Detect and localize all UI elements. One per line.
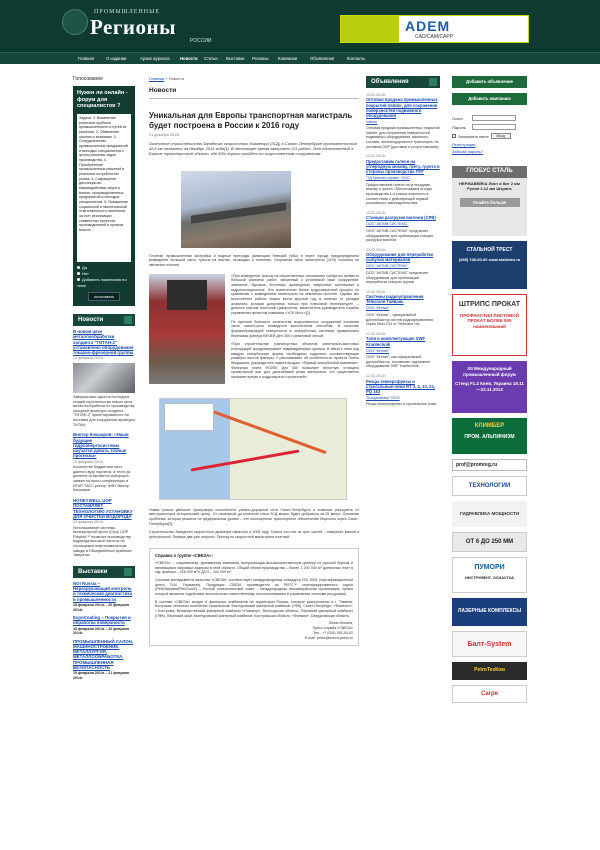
article-paragraph: «При строительстве транспортных объектов капитально-мостовых конструкций предусматривает индивидуальные кусочки. В связи с этим под каждую опалубочную форму необходимо подгонять соответствующие размеры листов фанеры, » рассказывает об особенностях проекта Олесь Кикушкина, руководитель отдела продаж. «Первой опалубочной компании». Фанерная плита ФОЛКЕ Дек 350 позволяет вплотную отчищать прозвольный шаг для дальнейшей резки материала, что существенно экономит время и трудозатраты строителей». [231, 342, 359, 380]
announcement-text: Резцы зенкерофрезы и строгальные ножи. [366, 402, 438, 407]
announcement-title[interactable]: Оборудование для переработки сыпучих материалов [366, 252, 434, 263]
news-item [73, 498, 135, 558]
ad-carpe[interactable]: Carpe [452, 685, 527, 703]
vote-button[interactable]: голосовать [88, 292, 120, 301]
radio-icon [77, 272, 80, 275]
ad-title: ПУМОРИ [474, 564, 505, 571]
ad-title: ШТРИПС ПРОКАТ [458, 301, 521, 308]
signature-phone: Тел.: +7 (926) 493-00-02 [313, 631, 353, 636]
ad-stalnoy-trest[interactable] [452, 241, 527, 289]
nav-item-regions[interactable]: Регионы [252, 56, 269, 61]
ad-text: ПРОФНАСТИЛ ЛИСТОВОЙ ПРОКАТ БОЛЕЕ 500 наименований [460, 312, 519, 329]
breadcrumb [149, 76, 359, 81]
poll-option-other-label: Добавить пожелания по теме [77, 277, 127, 289]
article-paragraph: Строительство Западного скоростного диаметра началось в 2005 году. Трасса состоит из трех частей – северной, южной и центральной. Первые две уже открыты. Проезд по скоростной магистрали платный. [149, 530, 359, 539]
announcement-date: 12.02.2014г. [366, 331, 386, 336]
article-side-text [231, 274, 359, 384]
announcement-company[interactable]: ООО "Кенган" [366, 306, 390, 311]
ad-prokat[interactable] [452, 294, 527, 356]
announcement-company[interactable]: ООО "АКТИВ СИСТЕМС" [366, 222, 409, 227]
site-logo[interactable]: Регионы [90, 15, 177, 39]
article-content [149, 76, 359, 646]
announcement-item [366, 248, 440, 285]
announcement-text: Предоставляем галеон на углеродную мохову и грунта. Обеспечиваем отходы производства 1-4 класса опасности в соответствии с действующей нормой российского законодательства. [366, 182, 433, 206]
nav-item-contacts[interactable]: Контакты [347, 56, 366, 61]
announcements-column [366, 76, 440, 407]
announcement-company[interactable]: "ТД Кристал-сервис" ООО [366, 176, 410, 181]
breadcrumb-home[interactable]: Главная [149, 76, 165, 81]
poll-option-other[interactable] [77, 277, 131, 289]
header-banner-ad[interactable] [340, 15, 529, 43]
announcement-item [366, 374, 440, 407]
poll-description: Задачи: 1. Выявление реальных проблем промышленности и путей их решения. 2. Обменение опытом и знаниями. 3. Сотрудничество промышленных предприятий и молодых специалистов с целью решения задач производства. 4. Приобретение промышленных решений в реальных потребностях рынка. 4. Сокращение дистанции во взаимодействии науки и власти, производственных предприятий и молодых специалистов. 5. Повышение социальной и экологической ответственности населения за счет реализации совместных проектов производителей и органов власти. [77, 114, 131, 262]
announcement-title[interactable]: Системы радиоуправления Telecrane Тайвань [366, 294, 424, 305]
announcement-date: 12.02.2014г. [366, 374, 386, 379]
password-row [452, 124, 527, 130]
announcement-text: ООО "АКТИВ СИСТЕМС" предлагает оборудование для организации переработки сыпучих грузов. [366, 270, 429, 285]
banner-subtitle: CAD/CAM/CAPP [415, 34, 454, 40]
info-paragraph: В составе «СВЕЗА» входят 6 фанерных комбинатов на территории России, которые расположены в г. Тюмени, Кострома; сельском поселении Уршельском: Мантуровский фанерный комбинат (УФК), Санкт-Петербург; «Фанплит», г. Кострома; Великоустюгский фанерный комбинат «Новатор», Вологодская область; Пермский фанерный комбинат (ПФК), Пермский край; Мантуровский фанерный комбинат, Костромская область; «Фанком», Свердловская область. [155, 599, 353, 618]
banner-brand: ADEM [405, 18, 451, 34]
article-date: 21 декабря 2013г. [149, 133, 181, 138]
info-paragraph: Система менеджмента качества «СВЕЗА» соответствует международному стандарту ISO 9001 (сертификационный центр TUV, Германия). Продукция СВЕЗА производится из PEFC™ сертифицированного сырья (PefcStandard/PefcGuid2) – Лесной попечительский совет – международная некоммерческая организация, целью которой является содействие экологически ответственному лесопользованию и управлению лесными ресурсами). [155, 577, 353, 596]
breadcrumb-current: Новости [168, 76, 185, 81]
news-item-date: 14 февраля 2014г. [73, 520, 104, 525]
map-legend [164, 403, 214, 431]
announcement-item [366, 93, 440, 149]
site-header [0, 0, 600, 52]
page-title: Новости [149, 87, 359, 99]
announcement-title[interactable]: Резцы зенкерофрезы и строгальные ножи RT 3, 2, 10, 22, PQ 163 [366, 378, 436, 394]
news-item-text: Завершилась одна из последних стадий строительства нового цеха металлообработки по производству запорной арматуры холдинга "ТИТАН-2" ориентированного на поставки для сооружения арматуры ТИТАН. [73, 394, 135, 427]
announcement-date: 14.02.2014г. [366, 154, 386, 159]
news-item-date: 14 февраля 2014г. [73, 356, 104, 361]
poll-heading: Голосование [73, 76, 103, 82]
ad-globus-stal[interactable] [452, 166, 527, 236]
exhibition-title[interactable]: ПРОМЫШЛЕННЫЙ САЛОН. МАШИНОСТРОЕНИЕ. МЕТАЛЛУРГИЯ. МЕТАЛЛООБРАБОТКА. ПРОМЫШЛЕННАЯ БЕЗОПАСНОСТЬ [73, 638, 134, 670]
article-paragraph: Плотная промышленная застройка и водные преграды (акватория Невской губы) в черте города предопределили возведение большей части трассы на мостах, эстакадах и тоннелях. Островная часть магистрали (41%) строится на эвенении полотне. [149, 253, 359, 267]
nav-item-about[interactable]: О издании [106, 56, 127, 61]
signature-org: Пресс-служба «СВЕЗА» [312, 626, 353, 631]
ad-climber[interactable] [452, 418, 527, 454]
ad-text: (495) 745-00-00 www.stalintex.ru [458, 257, 521, 263]
info-heading: Справка о группе «СВЕЗА»: [155, 552, 213, 558]
logo-top-text: ПРОМЫШЛЕННЫЕ [94, 9, 160, 15]
ad-text: ПРОМ. АЛЬПИНИЗМ [464, 433, 515, 440]
announcement-company[interactable]: ООО "АКТИВ СИСТЕМС" [366, 264, 409, 269]
login-form [452, 115, 527, 154]
news-item-date: 14 февраля 2014г. [73, 459, 104, 464]
remember-checkbox[interactable] [452, 134, 456, 138]
poll-options [77, 265, 131, 289]
company-info-box [149, 548, 359, 647]
rss-icon[interactable] [124, 316, 132, 324]
login-label: Логин [452, 115, 463, 121]
exhibition-dates: 18 февраля 2014г. - 20 февраля 2014г. [73, 603, 130, 612]
password-input[interactable] [472, 124, 516, 130]
remember-row [452, 133, 527, 139]
article-paragraph: Новая трасса увеличит пропускную способность улично-дорожной сети Санкт-Петербурга и позволит разгрузить от автотранспорта исторический центр. От начальной до конечной точки ЗСД можно будет добраться за 25 минут. Основная проблема, которая решится на федеральном уровне – это полноценное транспортное обеспечение Морского порта Санкт-Петербурга[3]. [149, 507, 359, 526]
announcement-item [366, 211, 440, 243]
radio-icon [77, 278, 80, 281]
announcement-text: ООО "Кенган", как официальный дистрибьютор, поставляет подъемное оборудование SWF Krantechnik. [366, 355, 431, 369]
announcement-date: 19.02.2014г. [366, 93, 386, 97]
news-item [73, 432, 135, 493]
add-ad-button[interactable]: Добавить объявление [452, 76, 527, 88]
ad-balt-system[interactable]: Балт-System [452, 631, 527, 657]
article-paragraph: По причине большого количества искусственных сооружений основная часть магистрали возводится монолитным способом. В качестве формообразующей поверхности в опалубочных системах применялась березовая фанера ВЕЧЕЙ Ден 350 с резиновой сеткой. [231, 319, 359, 338]
poll-question: Нужен ли онлайн - форум для специалистов ? [77, 90, 128, 110]
exhibition-item [73, 639, 135, 681]
logo-emblem-icon [62, 9, 88, 35]
exhibition-title[interactable]: NOI Russia – Неразрушающий контроль и техническая диагностика в промышленности [73, 580, 133, 602]
password-label: Пароль [452, 124, 466, 130]
ad-title: XII Международный промышленный форум [463, 366, 516, 377]
news-section-title: Новости [78, 317, 104, 324]
announcement-date: 13.02.2014г. [366, 247, 386, 252]
news-item [73, 329, 135, 427]
ad-laser[interactable]: ЛАЗЕРНЫЕ КОМПЛЕКСЫ [452, 598, 527, 626]
logo-sub-text: РОССИИ [190, 38, 212, 44]
ad-size-range[interactable]: ОТ 6 ДО 250 ММ [452, 532, 527, 552]
article-photo-row [149, 274, 359, 384]
signature-name: Юлия Ильина, [328, 621, 353, 626]
breadcrumb-separator: » [164, 76, 169, 81]
exhibition-title[interactable]: ExpoCoating – Покрытия и обработка поверхности [73, 615, 131, 626]
banner-graphic-icon [341, 16, 399, 42]
nav-item-exhibitions[interactable]: Выставки [226, 56, 245, 61]
signature [155, 621, 353, 641]
announcement-company[interactable]: "Колдэнайзер" ООО [366, 395, 400, 400]
news-item-title[interactable]: Виктор Кокшаров: «Наши будущие гидроэнергосистемы научатся давать точные прогнозы» [73, 432, 129, 459]
ad-button[interactable]: Узнайте больше [460, 198, 520, 207]
ad-title: КЛИМБЕР [474, 423, 505, 429]
exhibitions-section-title: Выставки [78, 568, 108, 575]
ad-email[interactable]: prof@promreg.ru [452, 459, 527, 471]
announcement-text: Оптовая продажа промышленных покрытий Vabdor, для сохранения поверхностей подвижного оборудования, вагонного состава, железнодорожного транспорта, на условиях DDP (доставка и услуги таможни). [366, 126, 440, 149]
login-input[interactable] [472, 115, 516, 121]
article-title: Уникальная для Европы транспортная магистраль будет построена в России к 2016 году [149, 111, 353, 130]
ad-text: НЕРЖАВЕЙКА Лист и бит 2 мм Рулон 2,12 мм Штрипс [459, 180, 520, 192]
news-item-title[interactable]: HONEYWELL UOP ПОСТАВЛЯЕТ ТЕХНОЛОГИЮ УСТАНОВКУ ДЛЯ ОЧИСТКИ ВОДОРОДА [73, 497, 133, 519]
article-photo-formwork[interactable] [149, 274, 225, 384]
nav-item-news[interactable]: Новости [180, 56, 198, 61]
news-item-text: Использование системы молекулярной аргон (Cryo) UOP Polybed™ позволит производству водорода высокой чистоты на строящемся нефтехимическом заводе в Объединенных Арабских Эмиратах [73, 525, 132, 558]
ad-pumori[interactable] [452, 557, 527, 593]
nav-item-articles[interactable]: Статьи [204, 56, 218, 61]
news-item-image[interactable] [73, 363, 135, 393]
announcement-date: 12.02.2014г. [366, 289, 386, 294]
ad-technologies[interactable]: ТЕХНОЛОГИИ [452, 476, 527, 496]
announcement-item [366, 332, 440, 369]
forgot-password-link[interactable]: Забыли пароль? [452, 149, 483, 154]
radio-icon [77, 266, 80, 269]
rss-icon[interactable] [124, 568, 132, 576]
announcements-title: Объявления [371, 79, 409, 85]
announcement-title[interactable]: Тали и комплектующие SWF Krantechnik [366, 336, 426, 347]
add-company-button[interactable]: Добавить компанию [452, 93, 527, 105]
nav-item-archive[interactable]: Архив журнала [140, 56, 170, 61]
announcement-company[interactable]: ООО "Кенган" [366, 348, 390, 353]
article-paragraph: «При возведении трассы на искусственных основаниях требуется провести большой комплекс работ, связанный с установкой сваи сооружений: земляные, буровые, бетонные, арматурные, сварочные, монтажные и гидроизоляционные. Это значительно более трудозатратный процесс по сравнению с возведением магистрали на земляном полотне. Однако мы многолетние работы можно вести круглый год, в отличие от укладки асфальта, которая допустима только при плюсовой температуре», – делится опытом Анатолий Цикороонов, заместитель руководителя службы управления проектом компании «УСК Мост»[2]. [231, 273, 359, 315]
news-section-header [73, 314, 135, 326]
main-nav [0, 52, 600, 64]
remember-label: Запомнить меня [458, 133, 489, 139]
announcement-item [366, 154, 440, 205]
rss-icon[interactable] [429, 78, 437, 86]
info-paragraph: «СВЕЗА» – современная, динамичная компания, выпускающая высококачественную фанеру из русской березы и являющаяся мировым лидером в этой области. Общий объем производства – более 1 200 000 м³ древесных плит в год: фанеры – 928 000 м³ и ДСП – 100 000 м³. [155, 560, 353, 575]
poll-widget [73, 86, 135, 306]
exhibition-item [73, 581, 135, 612]
article-photo-overpass[interactable] [181, 171, 291, 248]
ad-text: ИНСТРУМЕНТ, ОСНАСТКА [465, 575, 514, 580]
login-row [452, 115, 527, 121]
left-sidebar [73, 76, 135, 681]
article-lead: Окончание строительства Западного скоростного диаметра (ЗСД) в Санкт-Петербурге протяженностью 46,6 км назначено на декабрь 2016 года[1]. В настоящее время завершено 2/3 работ. Это единственный в Европе транспортный объект, где 50% дороги пройдет по искусственным сооружениям. [149, 141, 358, 157]
nav-item-ads[interactable]: Объявления [310, 56, 335, 61]
ad-text: Стенд F1.2 Киев, Украина 19.11—22.11.2013 [455, 381, 524, 392]
announcement-date: 13.02.2014г. [366, 210, 386, 215]
ad-title: СТАЛЬНОЙ ТРЕСТ [466, 247, 513, 253]
poll-option-no-label: Нет [82, 271, 89, 277]
announcement-item [366, 290, 440, 327]
exhibition-dates: 18 февраля 2014г. - 20 февраля 2014г. [73, 626, 130, 636]
ad-title: ГЛОБУС СТАЛЬ [452, 166, 527, 178]
nav-item-companies[interactable]: Компании [278, 56, 298, 61]
ad-hydraulics[interactable]: ГИДРАВЛИКА МОЩНОСТИ [452, 501, 527, 527]
ad-petrotehkom[interactable]: PetroТехКом [452, 662, 527, 680]
poll-option-yes-label: Да [82, 265, 87, 271]
announcement-title[interactable]: Предоставим галеон на углеродную мохову, грету, грунта в стороны производства ППГ [366, 158, 440, 174]
news-item-title[interactable]: В новом цехе металлообработки холдинга "ТИТАН-2" установлено оборудование токарно-фрезерной группы [73, 329, 134, 356]
exhibition-item [73, 615, 135, 636]
announcement-company[interactable]: Vabdor [366, 119, 378, 124]
nav-item-home[interactable]: Главная [78, 56, 94, 61]
exhibition-dates: 19 февраля 2014г. - 21 февраля 2014г. [73, 671, 130, 680]
announcement-text: ООО "АКТИВ СИСТЕМС" предлагает оборудование для организации станции разгрузки вагонов. [366, 228, 434, 243]
news-item-text: Количество бюджетных мест данного вузу научится, а тесть за деление остановится сибирской, заявил на пресс-конференции в ИТАР-ТАСС ректор УрФУ Виктор Кокшаров [73, 465, 131, 493]
article-route-map[interactable] [159, 398, 347, 500]
announcement-title[interactable]: Станции разгрузки вагонов (СРВ) [366, 215, 436, 221]
login-button[interactable]: Вход [491, 133, 511, 139]
announcement-title[interactable]: Оптовая продажа промышленных покрытий Vabdor, для сохранения поверхностей подвижного оборудования [366, 97, 438, 118]
register-link[interactable]: Регистрация [452, 142, 476, 147]
right-sidebar [452, 76, 527, 703]
exhibitions-section-header [73, 566, 135, 578]
announcements-header [366, 76, 440, 88]
announcement-text: ООО "Кенган" - официальный дистрибьютор систем радиоуправления серии Siker F24 от Telecrane Ltd. [366, 312, 434, 327]
ad-forum-kiev[interactable] [452, 361, 527, 413]
signature-email[interactable]: E-mail: press@sveza-press.ru [304, 636, 353, 641]
